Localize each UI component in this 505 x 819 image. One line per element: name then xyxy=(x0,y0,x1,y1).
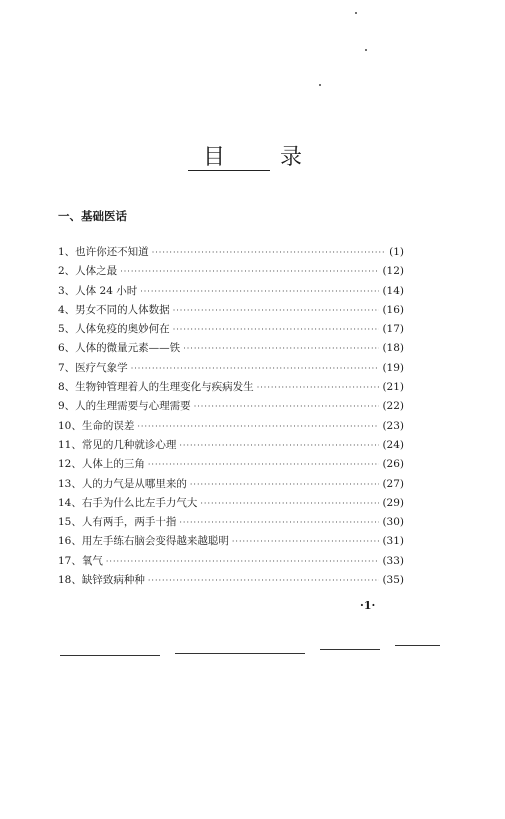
toc-entry-title: 12、人体上的三角 xyxy=(58,458,145,471)
toc-entry-page: (27) xyxy=(382,477,404,490)
toc-leader-dots xyxy=(137,422,379,431)
toc-leader-dots xyxy=(148,460,380,469)
toc-entry xyxy=(58,418,404,437)
toc-leader-dots xyxy=(173,306,380,315)
toc-entry-page: (33) xyxy=(382,554,404,567)
toc-entry xyxy=(58,572,404,591)
toc-leader-dots xyxy=(232,537,380,546)
toc-leader-dots xyxy=(173,325,380,334)
toc-entry-page: (35) xyxy=(382,574,404,587)
toc-leader-dots xyxy=(194,402,380,411)
toc-entry-title: 18、缺锌致病种种 xyxy=(58,574,145,587)
scan-speck xyxy=(355,12,357,14)
scan-speck xyxy=(319,84,321,86)
toc-entry-title: 13、人的力气是从哪里来的 xyxy=(58,477,187,490)
toc-leader-dots xyxy=(257,383,380,392)
page-number: ·1· xyxy=(360,599,376,612)
toc-entry-title: 7、医疗气象学 xyxy=(58,361,128,374)
table-of-contents xyxy=(58,244,404,591)
toc-entry-title: 9、人的生理需要与心理需要 xyxy=(58,400,191,413)
toc-entry xyxy=(58,244,404,263)
toc-entry-page: (23) xyxy=(382,419,404,432)
toc-entry-page: (12) xyxy=(382,265,404,278)
toc-leader-dots xyxy=(200,499,379,508)
scan-line xyxy=(175,653,305,654)
toc-leader-dots xyxy=(179,441,379,450)
toc-entry xyxy=(58,340,404,359)
toc-entry-title: 4、男女不同的人体数据 xyxy=(58,303,170,316)
scan-line xyxy=(395,645,440,646)
toc-leader-dots xyxy=(131,364,380,373)
toc-entry-page: (14) xyxy=(382,284,404,297)
toc-entry-page: (19) xyxy=(382,361,404,374)
toc-entry-page: (22) xyxy=(382,400,404,413)
toc-leader-dots xyxy=(152,248,386,257)
toc-entry xyxy=(58,379,404,398)
toc-entry-title: 15、人有两手，两手十指 xyxy=(58,516,177,529)
toc-entry xyxy=(58,533,404,552)
toc-entry xyxy=(58,495,404,514)
toc-entry-page: (17) xyxy=(382,323,404,336)
toc-entry-title: 11、常见的几种就诊心理 xyxy=(58,438,177,451)
scan-speck xyxy=(365,49,367,51)
toc-entry xyxy=(58,283,404,302)
toc-leader-dots xyxy=(179,518,379,527)
toc-entry-title: 5、人体免疫的奥妙何在 xyxy=(58,323,170,336)
toc-entry-title: 16、用左手练右脑会变得越来越聪明 xyxy=(58,535,229,548)
toc-entry xyxy=(58,437,404,456)
toc-entry-page: (26) xyxy=(382,458,404,471)
toc-entry-page: (30) xyxy=(382,516,404,529)
toc-entry xyxy=(58,456,404,475)
toc-entry xyxy=(58,514,404,533)
toc-entry-title: 8、生物钟管理着人的生理变化与疾病发生 xyxy=(58,381,254,394)
toc-leader-dots xyxy=(183,344,379,353)
toc-leader-dots xyxy=(148,576,380,585)
toc-entry xyxy=(58,553,404,572)
toc-entry-title: 2、人体之最 xyxy=(58,265,118,278)
toc-entry xyxy=(58,302,404,321)
toc-leader-dots xyxy=(190,480,380,489)
toc-leader-dots xyxy=(106,557,380,566)
toc-entry-title: 3、人体 24 小时 xyxy=(58,284,138,297)
toc-entry-page: (16) xyxy=(382,303,404,316)
section-heading: 一、基础医话 xyxy=(58,209,127,223)
toc-entry-title: 10、生命的误差 xyxy=(58,419,135,432)
toc-entry-title: 17、氧气 xyxy=(58,554,103,567)
toc-leader-dots xyxy=(120,267,379,276)
toc-entry-page: (24) xyxy=(382,438,404,451)
toc-leader-dots xyxy=(140,287,379,296)
toc-entry-page: (31) xyxy=(382,535,404,548)
scan-line xyxy=(320,649,380,650)
toc-entry-title: 1、也许你还不知道 xyxy=(58,246,149,258)
toc-entry-title: 14、右手为什么比左手力气大 xyxy=(58,496,198,509)
page-title: 目 录 xyxy=(203,145,326,170)
toc-entry xyxy=(58,321,404,340)
toc-entry xyxy=(58,263,404,282)
toc-entry xyxy=(58,360,404,379)
toc-entry-page: (21) xyxy=(382,381,404,394)
toc-entry-title: 6、人体的微量元素——铁 xyxy=(58,342,181,355)
toc-entry xyxy=(58,476,404,495)
toc-entry-page: (29) xyxy=(382,496,404,509)
scan-line xyxy=(60,655,160,656)
toc-entry-page: (18) xyxy=(382,342,404,355)
toc-entry xyxy=(58,398,404,417)
title-underline xyxy=(188,170,270,171)
toc-entry-page: (1) xyxy=(389,246,404,258)
